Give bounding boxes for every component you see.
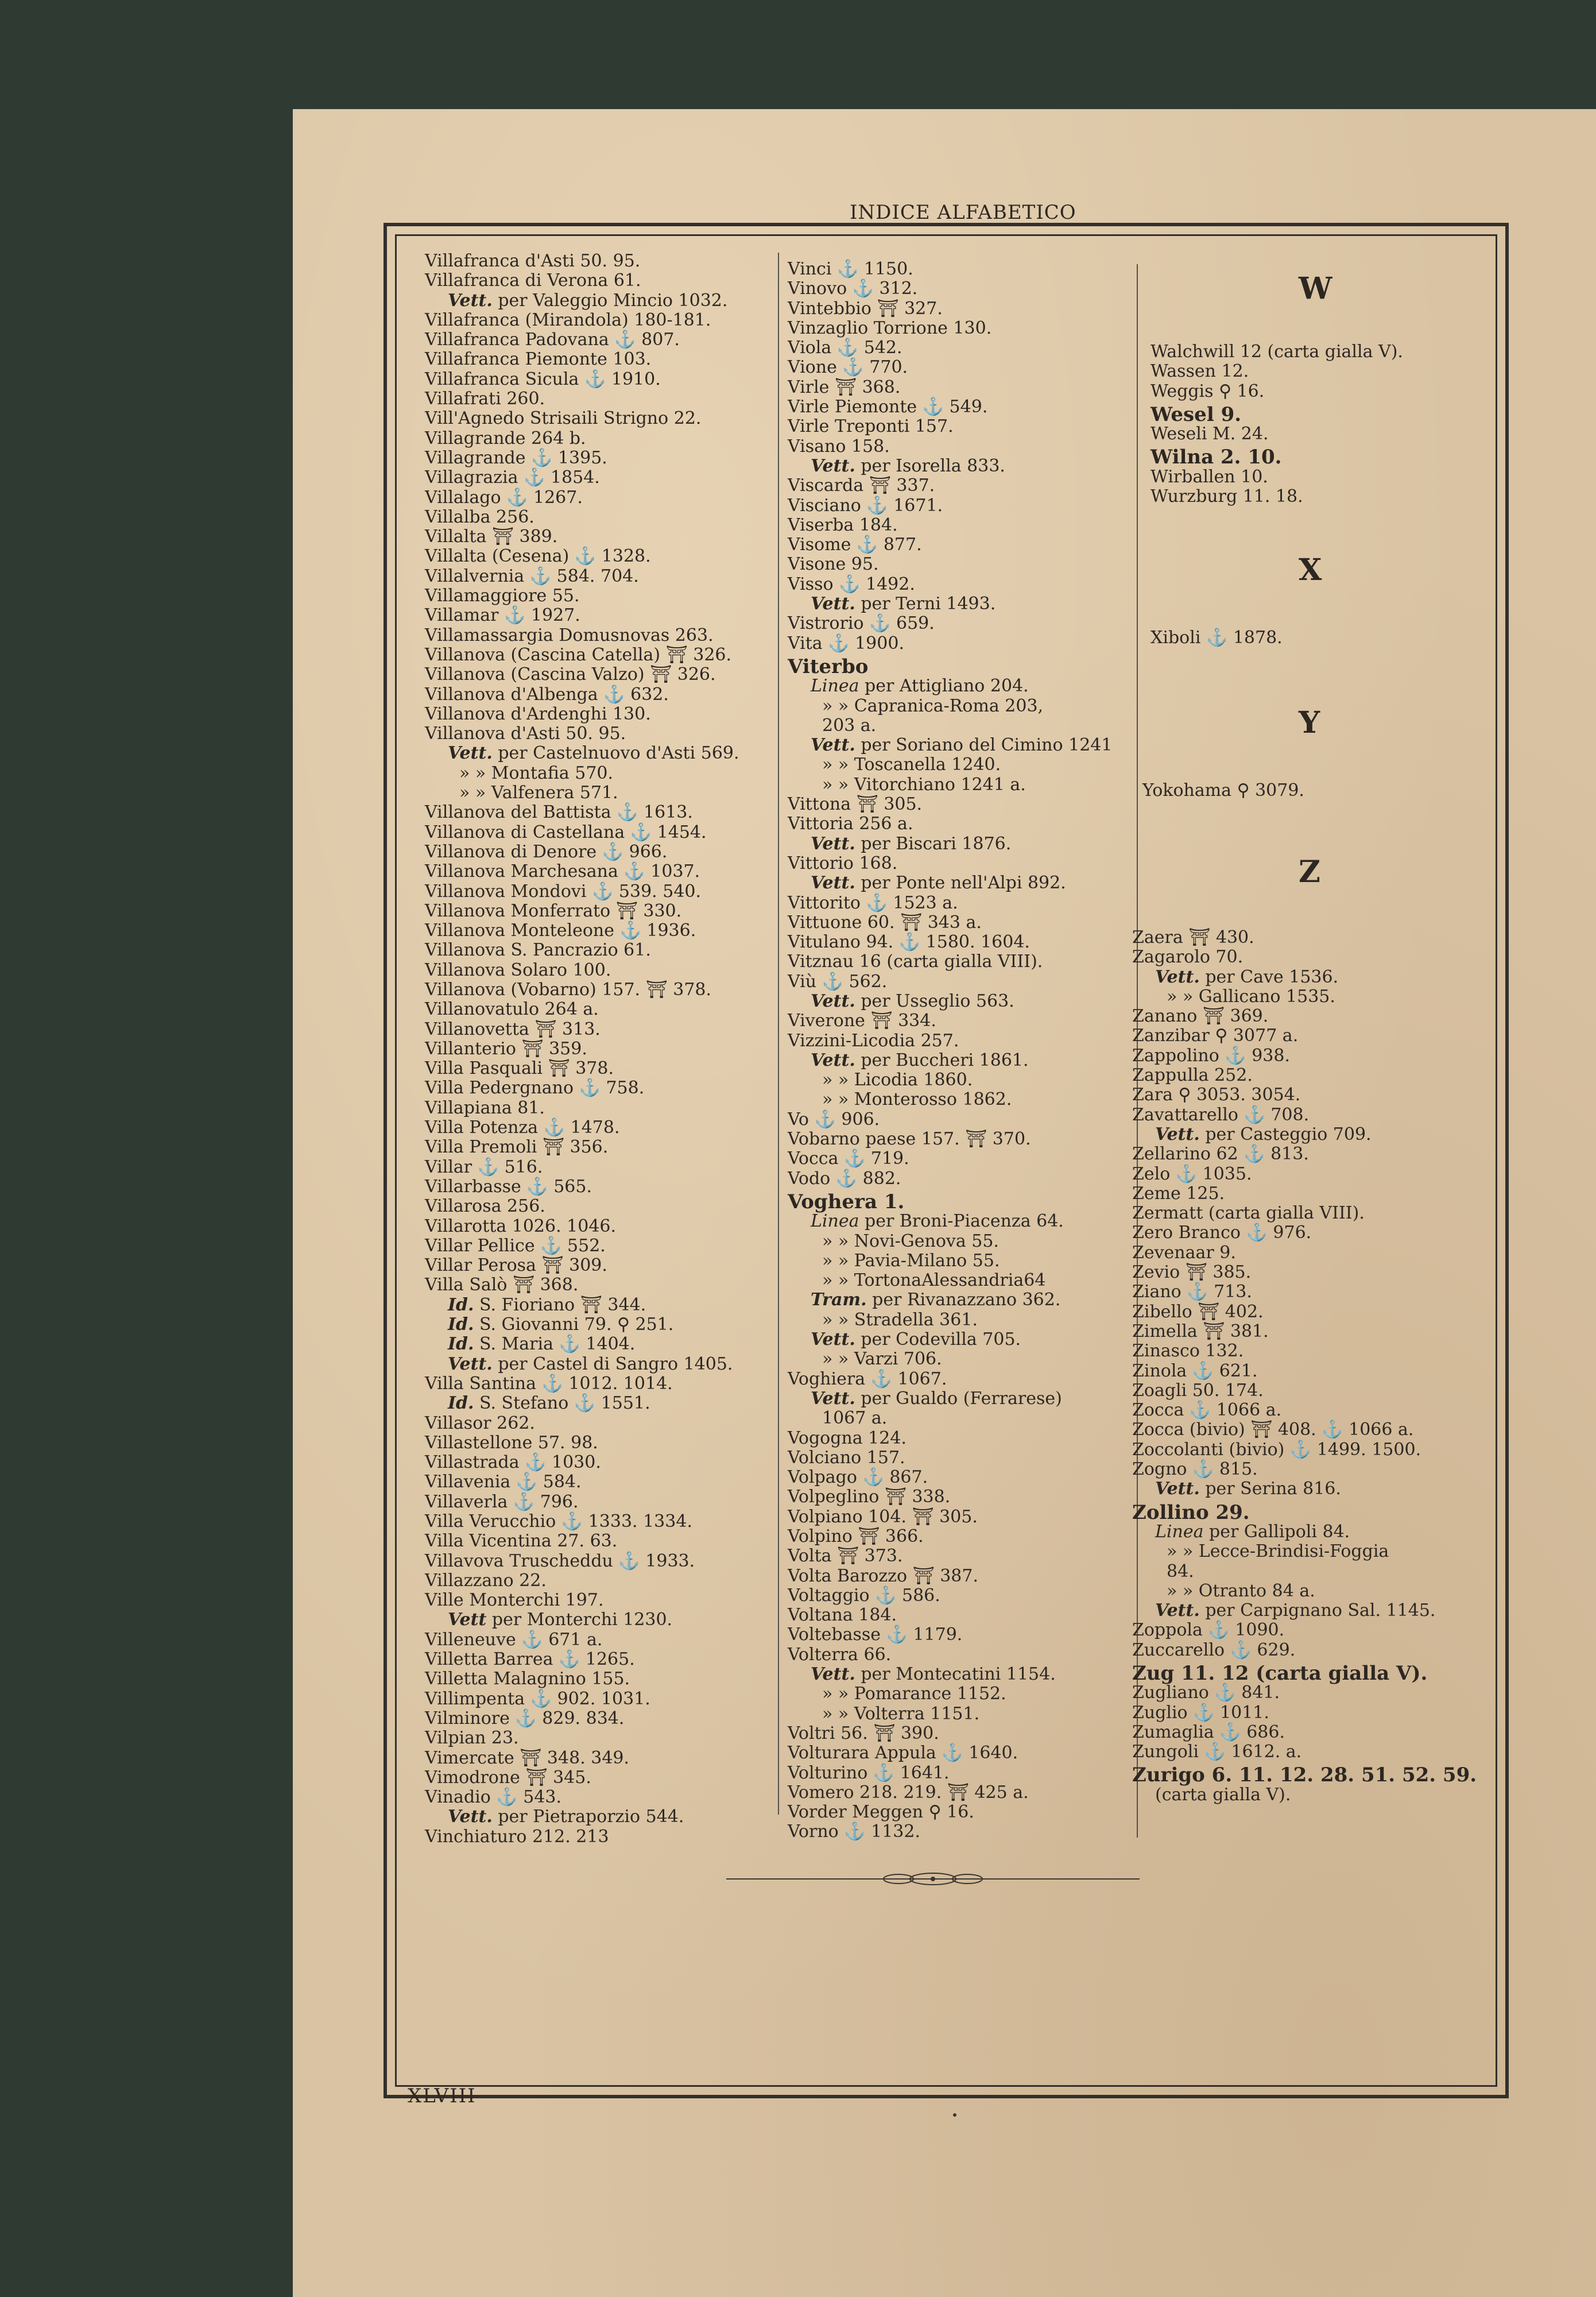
index-entry: Zinasco 132. bbox=[1132, 1341, 1244, 1362]
index-entry: 1067 a. bbox=[822, 1408, 888, 1429]
index-entry: Villalba 256. bbox=[425, 506, 534, 527]
index-entry: Vett. per Biscari 1876. bbox=[811, 833, 1012, 854]
print-speck bbox=[953, 2113, 956, 2117]
index-entry: Villanova Monferrato ⛩ 330. bbox=[425, 900, 682, 921]
index-entry: Vobarno paese 157. ⛩ 370. bbox=[788, 1129, 1031, 1150]
index-entry: » » Montafia 570. bbox=[459, 763, 614, 783]
index-entry: Vimercate ⛩ 348. 349. bbox=[425, 1747, 630, 1768]
index-entry: Vorno ⚓ 1132. bbox=[788, 1822, 921, 1842]
index-entry: Villa Verucchio ⚓ 1333. 1334. bbox=[425, 1511, 692, 1532]
index-entry: Ziano ⚓ 713. bbox=[1132, 1282, 1252, 1302]
index-entry: Vitulano 94. ⚓ 1580. 1604. bbox=[788, 932, 1030, 953]
index-entry: Villafranca (Mirandola) 180-181. bbox=[425, 310, 711, 330]
index-entry: Villalta ⛩ 389. bbox=[425, 527, 558, 547]
index-entry: Vodo ⚓ 882. bbox=[788, 1168, 901, 1189]
index-entry: Vill'Agnedo Strisaili Strigno 22. bbox=[425, 408, 702, 429]
index-entry: » » Pavia-Milano 55. bbox=[822, 1250, 1000, 1271]
index-entry: Zumaglia ⚓ 686. bbox=[1132, 1722, 1285, 1742]
index-column-z bbox=[1132, 928, 1477, 1805]
index-entry: Villastellone 57. 98. bbox=[425, 1432, 598, 1453]
index-entry: Vett. per Castel di Sangro 1405. bbox=[448, 1354, 733, 1374]
index-entry: Villa Vicentina 27. 63. bbox=[425, 1531, 618, 1552]
index-entry: Wassen 12. bbox=[1150, 361, 1249, 382]
index-entry: Villanovetta ⛩ 313. bbox=[425, 1019, 601, 1039]
index-entry: Villagrande 264 b. bbox=[425, 428, 586, 448]
index-entry: Zellarino 62 ⚓ 813. bbox=[1132, 1144, 1309, 1165]
index-entry: Vo ⚓ 906. bbox=[788, 1109, 880, 1130]
index-entry: Villapiana 81. bbox=[425, 1097, 545, 1118]
index-entry: Virle Treponti 157. bbox=[788, 416, 954, 437]
index-entry: Zibello ⛩ 402. bbox=[1132, 1301, 1264, 1322]
index-column-x bbox=[1150, 628, 1283, 648]
index-entry: Zagarolo 70. bbox=[1132, 947, 1244, 968]
index-entry: Zaera ⛩ 430. bbox=[1132, 927, 1254, 948]
index-entry: Villamar ⚓ 1927. bbox=[425, 605, 580, 626]
index-entry: Vinovo ⚓ 312. bbox=[788, 279, 918, 299]
index-entry: Zevio ⛩ 385. bbox=[1132, 1262, 1252, 1283]
index-entry: Villeneuve ⚓ 671 a. bbox=[425, 1629, 603, 1650]
index-entry: Wilna 2. 10. bbox=[1150, 446, 1282, 469]
index-entry: Villanova (Cascina Valzo) ⛩ 326. bbox=[425, 664, 716, 685]
index-entry: Villar ⚓ 516. bbox=[425, 1157, 543, 1177]
index-entry: Zug 11. 12 (carta gialla V). bbox=[1132, 1661, 1428, 1685]
index-entry: Vistrorio ⚓ 659. bbox=[788, 613, 935, 634]
index-entry: Visome ⚓ 877. bbox=[788, 535, 922, 555]
index-entry: Villanova di Denore ⚓ 966. bbox=[425, 841, 668, 862]
index-entry: Vett. per Terni 1493. bbox=[811, 594, 996, 614]
index-entry: Voghiera ⚓ 1067. bbox=[788, 1368, 947, 1389]
index-entry: Zara ⚲ 3053. 3054. bbox=[1132, 1085, 1301, 1105]
index-entry: Linea per Attigliano 204. bbox=[811, 676, 1029, 697]
index-entry: Vinchiaturo 212. 213 bbox=[425, 1826, 609, 1847]
index-entry: Villarosa 256. bbox=[425, 1196, 545, 1217]
index-entry: Villafranca Padovana ⚓ 807. bbox=[425, 330, 680, 350]
index-entry: Zappolino ⚓ 938. bbox=[1132, 1045, 1290, 1066]
index-entry: Volta Barozzo ⛩ 387. bbox=[788, 1565, 979, 1586]
index-entry: Villanova S. Pancrazio 61. bbox=[425, 940, 651, 961]
index-entry: Vinci ⚓ 1150. bbox=[788, 259, 913, 279]
index-entry: » » Gallicano 1535. bbox=[1167, 986, 1335, 1007]
index-entry: Zugliano ⚓ 841. bbox=[1132, 1683, 1280, 1703]
index-entry: Vizzini-Licodia 257. bbox=[788, 1030, 959, 1051]
index-entry: Id. S. Fioriano ⛩ 344. bbox=[448, 1294, 646, 1315]
index-entry: Tram. per Rivanazzano 362. bbox=[811, 1290, 1061, 1310]
index-entry: Volpeglino ⛩ 338. bbox=[788, 1487, 951, 1507]
index-entry: Villar Pellice ⚓ 552. bbox=[425, 1235, 606, 1256]
index-entry: Vogogna 124. bbox=[788, 1428, 907, 1448]
index-entry: Villanova di Castellana ⚓ 1454. bbox=[425, 822, 707, 842]
index-entry: Ville Monterchi 197. bbox=[425, 1590, 604, 1611]
page-number: XLVIII bbox=[408, 2085, 477, 2107]
index-entry: Voltebasse ⚓ 1179. bbox=[788, 1625, 963, 1645]
index-entry: Zuglio ⚓ 1011. bbox=[1132, 1702, 1269, 1723]
index-entry: Viserba 184. bbox=[788, 515, 898, 535]
index-entry: Villa Salò ⛩ 368. bbox=[425, 1275, 579, 1296]
index-entry: Villalago ⚓ 1267. bbox=[425, 487, 583, 508]
index-entry: Id. S. Maria ⚓ 1404. bbox=[448, 1334, 636, 1355]
index-entry: Zappulla 252. bbox=[1132, 1065, 1253, 1086]
index-entry: Vett. per Ponte nell'Alpi 892. bbox=[811, 873, 1066, 894]
index-entry: Zelo ⚓ 1035. bbox=[1132, 1163, 1252, 1184]
index-entry: Zoppola ⚓ 1090. bbox=[1132, 1620, 1285, 1641]
index-entry: Villasor 262. bbox=[425, 1413, 535, 1433]
index-entry: Voltri 56. ⛩ 390. bbox=[788, 1723, 939, 1743]
index-entry: Vett. per Montecatini 1154. bbox=[811, 1664, 1056, 1685]
index-entry: Villanova Marchesana ⚓ 1037. bbox=[425, 861, 700, 882]
index-entry: Vett. per Usseglio 563. bbox=[811, 991, 1014, 1011]
index-entry: Wirballen 10. bbox=[1150, 466, 1268, 487]
index-entry: Villanterio ⛩ 359. bbox=[425, 1038, 587, 1059]
index-entry: Visano 158. bbox=[788, 436, 890, 457]
index-entry: 203 a. bbox=[822, 715, 877, 736]
index-entry: Vittona ⛩ 305. bbox=[788, 794, 923, 815]
index-column-w bbox=[1150, 342, 1403, 506]
ornament-divider bbox=[726, 1867, 1140, 1890]
index-entry: Vilminore ⚓ 829. 834. bbox=[425, 1708, 625, 1728]
index-entry: Volciano 157. bbox=[788, 1447, 905, 1468]
index-entry: Volpiano 104. ⛩ 305. bbox=[788, 1506, 978, 1527]
index-entry: Vett. per Isorella 833. bbox=[811, 455, 1005, 476]
section-letter-z: Z bbox=[1299, 854, 1320, 890]
index-entry: Villafranca di Verona 61. bbox=[425, 270, 641, 291]
index-entry: Virle ⛩ 368. bbox=[788, 377, 901, 397]
index-entry: » » Varzi 706. bbox=[822, 1349, 942, 1370]
index-entry: Villanova d'Asti 50. 95. bbox=[425, 724, 626, 744]
index-entry: Zungoli ⚓ 1612. a. bbox=[1132, 1742, 1302, 1762]
index-entry: Vione ⚓ 770. bbox=[788, 357, 908, 378]
index-entry: Zevenaar 9. bbox=[1132, 1242, 1236, 1263]
index-column-a bbox=[425, 252, 739, 1847]
index-entry: Zermatt (carta gialla VIII). bbox=[1132, 1203, 1365, 1224]
index-entry: Villanova d'Ardenghi 130. bbox=[425, 703, 651, 724]
index-entry: Volterra 66. bbox=[788, 1644, 892, 1665]
index-entry: Zero Branco ⚓ 976. bbox=[1132, 1223, 1312, 1243]
index-entry: Villanova del Battista ⚓ 1613. bbox=[425, 802, 693, 823]
column-divider-1 bbox=[778, 253, 779, 1815]
index-entry: Vita ⚓ 1900. bbox=[788, 633, 904, 653]
index-entry: Vittorito ⚓ 1523 a. bbox=[788, 892, 958, 913]
index-entry: Volturara Appula ⚓ 1640. bbox=[788, 1743, 1018, 1764]
index-entry: Zoccolanti (bivio) ⚓ 1499. 1500. bbox=[1132, 1439, 1421, 1460]
index-entry: Villafranca Sicula ⚓ 1910. bbox=[425, 369, 661, 389]
index-entry: Vilpian 23. bbox=[425, 1728, 519, 1749]
index-entry: Viola ⚓ 542. bbox=[788, 338, 902, 358]
index-entry: Viù ⚓ 562. bbox=[788, 971, 888, 992]
index-entry: Villalvernia ⚓ 584. 704. bbox=[425, 566, 639, 586]
index-entry: Villa Potenza ⚓ 1478. bbox=[425, 1117, 620, 1138]
index-entry: Villa Santina ⚓ 1012. 1014. bbox=[425, 1373, 673, 1394]
index-entry: » » Valfenera 571. bbox=[459, 783, 618, 803]
section-letter-w: W bbox=[1299, 271, 1332, 306]
index-entry: Villagrande ⚓ 1395. bbox=[425, 447, 607, 468]
index-entry: Villanova Solaro 100. bbox=[425, 960, 611, 980]
index-entry: Villafrati 260. bbox=[425, 389, 545, 409]
index-entry: Zanano ⛩ 369. bbox=[1132, 1006, 1269, 1027]
index-entry: Villanova (Cascina Catella) ⛩ 326. bbox=[425, 644, 732, 665]
index-entry: Zuccarello ⚓ 629. bbox=[1132, 1639, 1296, 1660]
index-entry: » » TortonaAlessandria64 bbox=[822, 1270, 1046, 1291]
index-entry: Vett. per Soriano del Cimino 1241 bbox=[811, 735, 1113, 756]
index-entry: Id. S. Giovanni 79. ⚲ 251. bbox=[448, 1314, 674, 1335]
index-entry: Zavattarello ⚓ 708. bbox=[1132, 1104, 1310, 1125]
index-entry: Walchwill 12 (carta gialla V). bbox=[1150, 342, 1403, 362]
index-entry: » » Toscanella 1240. bbox=[822, 755, 1001, 775]
index-entry: Vittorio 168. bbox=[788, 853, 898, 873]
index-entry: Vintebbio ⛩ 327. bbox=[788, 298, 943, 319]
index-entry: Vett. per Castelnuovo d'Asti 569. bbox=[448, 743, 739, 764]
index-entry: Villa Pasquali ⛩ 378. bbox=[425, 1058, 614, 1079]
index-entry: Vitznau 16 (carta gialla VIII). bbox=[788, 952, 1043, 972]
index-entry: Voltana 184. bbox=[788, 1605, 897, 1626]
index-entry: Voghera 1. bbox=[788, 1190, 905, 1213]
index-entry: Visso ⚓ 1492. bbox=[788, 574, 915, 594]
index-entry: Villaverla ⚓ 796. bbox=[425, 1491, 579, 1512]
index-entry: Visciano ⚓ 1671. bbox=[788, 495, 943, 516]
index-entry: Vett. per Codevilla 705. bbox=[811, 1329, 1021, 1350]
index-entry: Volpago ⚓ 867. bbox=[788, 1467, 928, 1488]
index-entry: Vett. per Valeggio Mincio 1032. bbox=[448, 290, 728, 311]
index-entry: Zogno ⚓ 815. bbox=[1132, 1459, 1258, 1480]
index-column-y bbox=[1142, 781, 1304, 801]
index-entry: Vett. per Serina 816. bbox=[1155, 1479, 1341, 1499]
index-entry: Zimella ⛩ 381. bbox=[1132, 1321, 1269, 1341]
index-entry: Volpino ⛩ 366. bbox=[788, 1526, 924, 1546]
index-entry: Villanova (Vobarno) 157. ⛩ 378. bbox=[425, 979, 712, 1000]
index-entry: Villastrada ⚓ 1030. bbox=[425, 1452, 601, 1473]
index-entry: Villa Pedergnano ⚓ 758. bbox=[425, 1078, 645, 1099]
index-entry: Villarotta 1026. 1046. bbox=[425, 1216, 617, 1236]
index-entry: Vittoria 256 a. bbox=[788, 814, 913, 834]
index-entry: » » Otranto 84 a. bbox=[1167, 1580, 1315, 1601]
index-entry: Villetta Barrea ⚓ 1265. bbox=[425, 1649, 635, 1670]
index-entry: Vett per Monterchi 1230. bbox=[448, 1610, 673, 1630]
index-entry: » » Vitorchiano 1241 a. bbox=[822, 774, 1026, 795]
index-entry: Zocca ⚓ 1066 a. bbox=[1132, 1400, 1282, 1421]
index-entry: Villimpenta ⚓ 902. 1031. bbox=[425, 1688, 650, 1709]
index-entry: Villamaggiore 55. bbox=[425, 586, 580, 606]
index-entry: » » Capranica-Roma 203, bbox=[822, 695, 1044, 716]
index-entry: Volturino ⚓ 1641. bbox=[788, 1762, 950, 1783]
index-entry: Wesel 9. bbox=[1150, 403, 1242, 426]
index-entry: Visone 95. bbox=[788, 554, 879, 575]
index-entry: Villalta (Cesena) ⚓ 1328. bbox=[425, 546, 651, 567]
page-header: INDICE ALFABETICO bbox=[850, 201, 1076, 224]
index-entry: Zoagli 50. 174. bbox=[1132, 1380, 1264, 1401]
index-entry: Villanovatulo 264 a. bbox=[425, 999, 599, 1020]
index-entry: Volta ⛩ 373. bbox=[788, 1546, 903, 1567]
index-entry: Villarbasse ⚓ 565. bbox=[425, 1176, 592, 1197]
index-entry: Villafranca Piemonte 103. bbox=[425, 349, 652, 370]
index-entry: Villar Perosa ⛩ 309. bbox=[425, 1255, 607, 1276]
index-entry: Linea per Broni-Piacenza 64. bbox=[811, 1211, 1064, 1232]
index-entry: Virle Piemonte ⚓ 549. bbox=[788, 397, 988, 417]
index-entry: Vett. per Carpignano Sal. 1145. bbox=[1155, 1600, 1436, 1621]
index-entry: » » Novi-Genova 55. bbox=[822, 1231, 999, 1251]
index-entry: Vittuone 60. ⛩ 343 a. bbox=[788, 912, 982, 933]
index-entry: Viterbo bbox=[788, 655, 869, 678]
index-entry: Vinzaglio Torrione 130. bbox=[788, 318, 992, 338]
index-entry: Vimodrone ⛩ 345. bbox=[425, 1767, 591, 1788]
index-entry: Villafranca d'Asti 50. 95. bbox=[425, 251, 641, 271]
index-entry: » » Pomarance 1152. bbox=[822, 1684, 1006, 1704]
index-entry: Vett. per Gualdo (Ferrarese) bbox=[811, 1388, 1062, 1409]
index-entry: Vett. per Cave 1536. bbox=[1155, 966, 1339, 987]
index-entry: Weseli M. 24. bbox=[1150, 424, 1269, 444]
index-entry: Villetta Malagnino 155. bbox=[425, 1669, 630, 1689]
index-entry: Linea per Gallipoli 84. bbox=[1155, 1521, 1350, 1542]
index-entry: Zeme 125. bbox=[1132, 1183, 1225, 1204]
index-entry: » » Volterra 1151. bbox=[822, 1703, 980, 1724]
index-entry: Villagrazia ⚓ 1854. bbox=[425, 467, 600, 488]
index-entry: Vett. per Pietraporzio 544. bbox=[448, 1807, 684, 1827]
index-entry: Villanova Monteleone ⚓ 1936. bbox=[425, 921, 696, 941]
index-entry: Vett. per Casteggio 709. bbox=[1155, 1124, 1372, 1144]
index-entry: Zollino 29. bbox=[1132, 1501, 1250, 1524]
index-entry: Zanzibar ⚲ 3077 a. bbox=[1132, 1026, 1299, 1046]
index-entry: Zocca (bivio) ⛩ 408. ⚓ 1066 a. bbox=[1132, 1420, 1414, 1440]
index-entry: Viscarda ⛩ 337. bbox=[788, 475, 935, 496]
index-entry: Weggis ⚲ 16. bbox=[1150, 381, 1265, 401]
index-entry: Vinadio ⚓ 543. bbox=[425, 1787, 562, 1808]
index-entry: Villazzano 22. bbox=[425, 1570, 547, 1591]
index-entry: Xiboli ⚓ 1878. bbox=[1150, 628, 1283, 648]
index-entry: » » Monterosso 1862. bbox=[822, 1089, 1012, 1110]
index-entry: Villamassargia Domusnovas 263. bbox=[425, 625, 714, 645]
index-column-b bbox=[788, 260, 1112, 1842]
index-entry: Voltaggio ⚓ 586. bbox=[788, 1585, 940, 1606]
index-entry: » » Lecce-Brindisi-Foggia bbox=[1167, 1541, 1389, 1562]
index-entry: Vocca ⚓ 719. bbox=[788, 1148, 909, 1169]
section-letter-x: X bbox=[1299, 552, 1322, 587]
index-entry: Id. S. Stefano ⚓ 1551. bbox=[448, 1393, 650, 1414]
index-entry: Villa Premoli ⛩ 356. bbox=[425, 1137, 609, 1158]
index-entry: Vorder Meggen ⚲ 16. bbox=[788, 1802, 974, 1823]
index-entry: (carta gialla V). bbox=[1155, 1784, 1291, 1805]
index-entry: Vett. per Buccheri 1861. bbox=[811, 1050, 1029, 1070]
index-entry: Villavova Truscheddu ⚓ 1933. bbox=[425, 1550, 695, 1571]
index-entry: Villanova Mondovi ⚓ 539. 540. bbox=[425, 881, 702, 902]
index-entry: Zinola ⚓ 621. bbox=[1132, 1360, 1258, 1381]
index-entry: 84. bbox=[1167, 1561, 1194, 1581]
index-entry: Wurzburg 11. 18. bbox=[1150, 486, 1303, 507]
index-entry: Viverone ⛩ 334. bbox=[788, 1011, 936, 1031]
index-entry: » » Licodia 1860. bbox=[822, 1070, 973, 1091]
index-entry: Vomero 218. 219. ⛩ 425 a. bbox=[788, 1782, 1029, 1803]
index-entry: Yokohama ⚲ 3079. bbox=[1142, 780, 1304, 801]
section-letter-y: Y bbox=[1299, 705, 1320, 740]
index-entry: Villanova d'Albenga ⚓ 632. bbox=[425, 684, 669, 705]
index-entry: Zurigo 6. 11. 12. 28. 51. 52. 59. bbox=[1132, 1764, 1477, 1787]
index-entry: Villavenia ⚓ 584. bbox=[425, 1472, 582, 1492]
index-entry: » » Stradella 361. bbox=[822, 1309, 978, 1330]
